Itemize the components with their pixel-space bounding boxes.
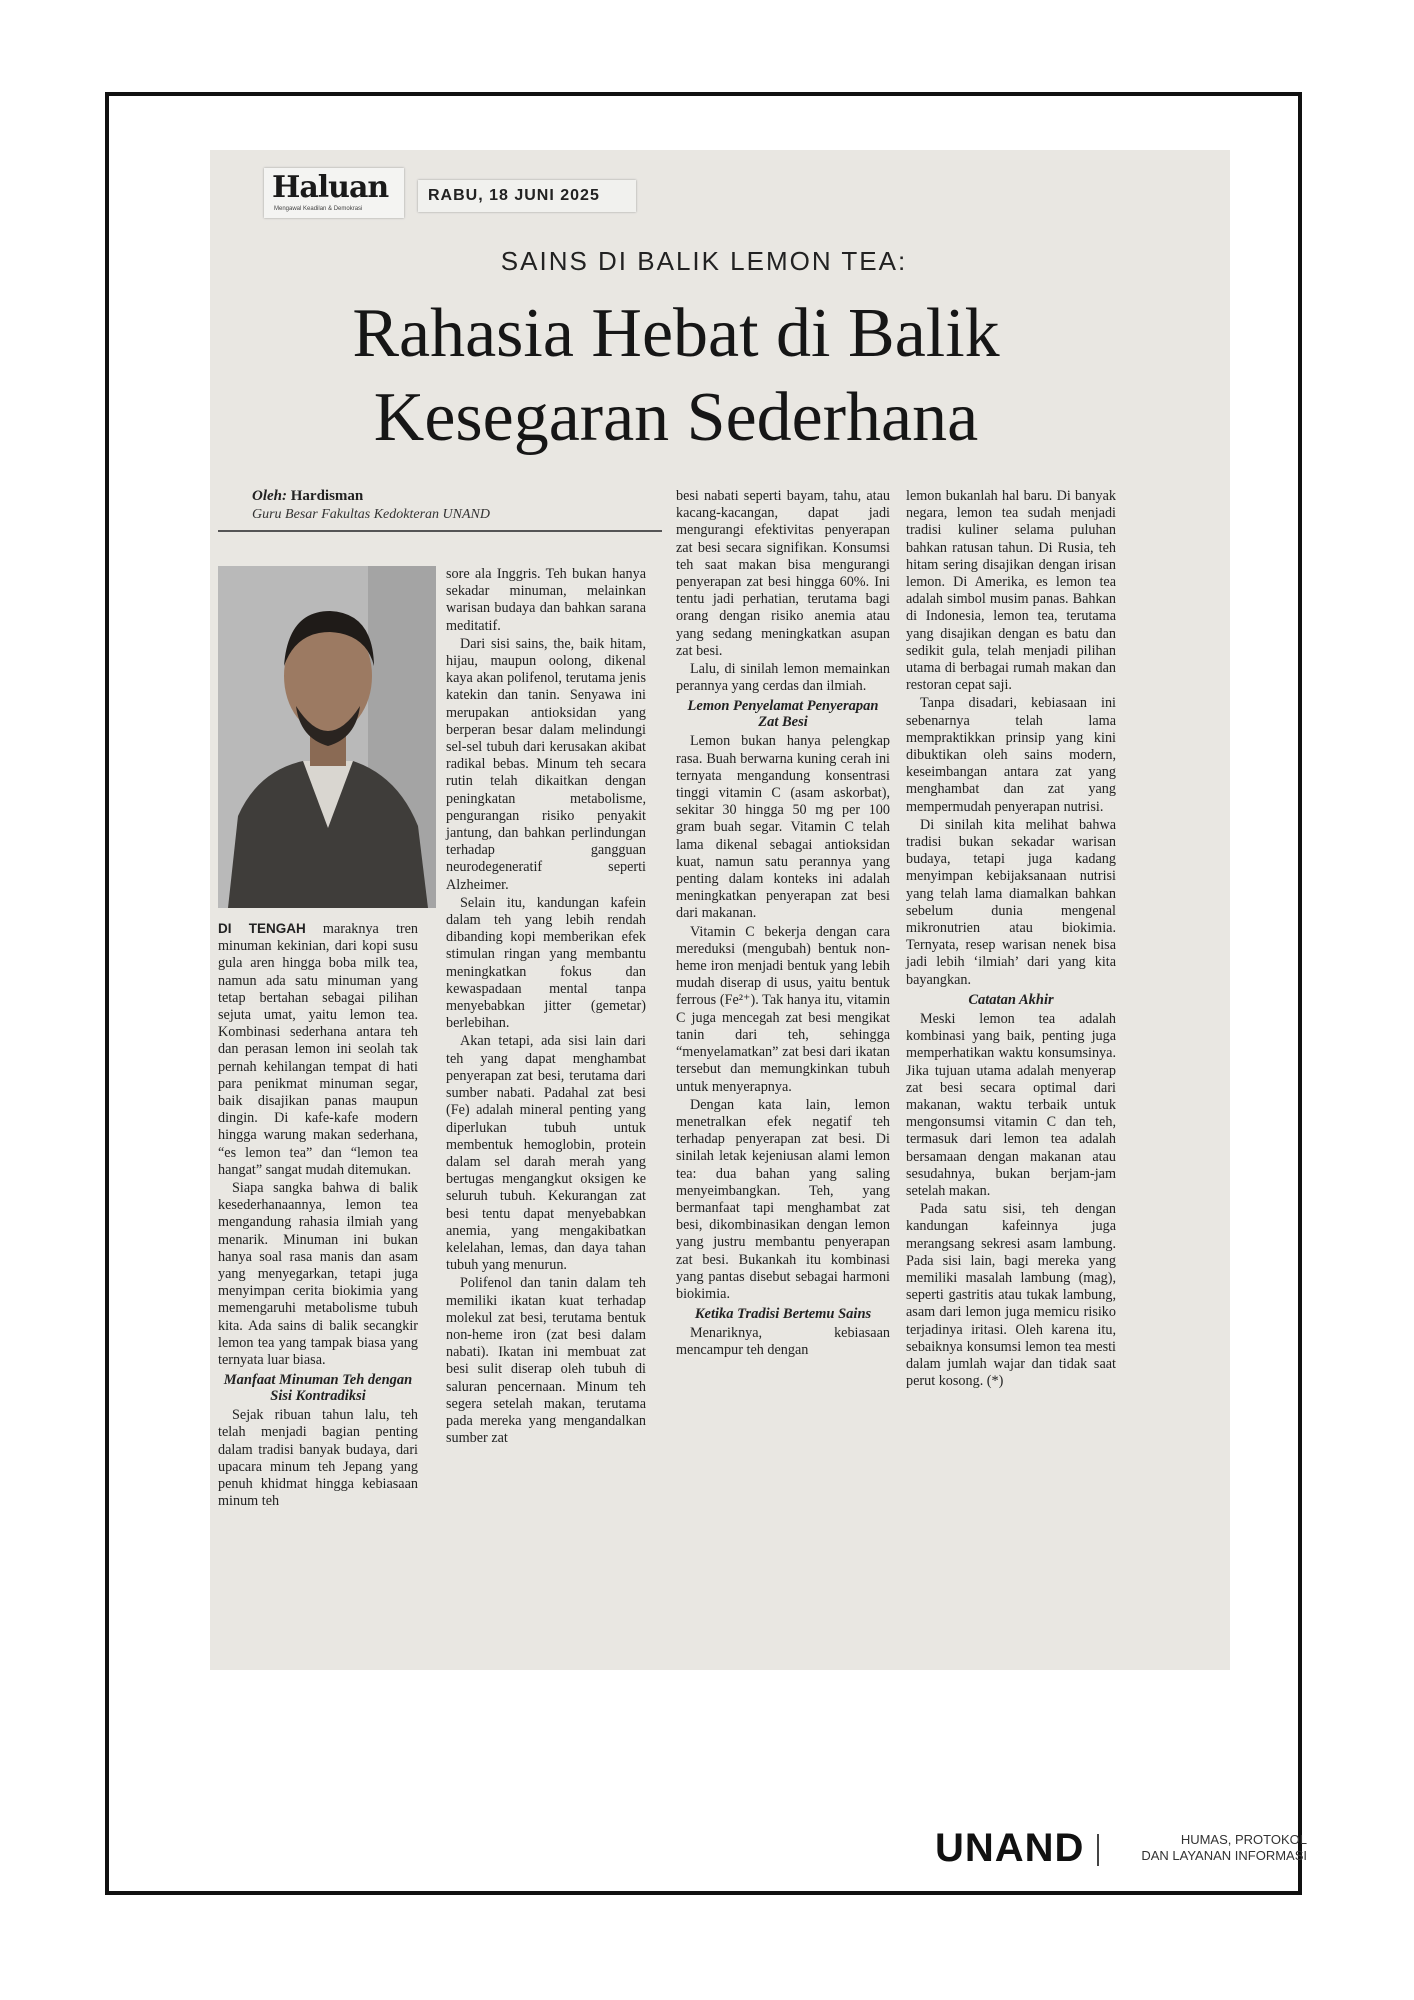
paragraph: Menariknya, kebiasaan mencampur teh dengan xyxy=(676,1325,890,1359)
article-column-4 xyxy=(906,488,1116,1391)
author-photo xyxy=(218,566,436,908)
byline-label: Oleh: xyxy=(252,488,287,504)
paragraph: Vitamin C bekerja dengan cara mereduksi (mengubah) bentuk non-heme iron menjadi bentuk yang lebih mudah diserap di usus, yaitu bentuk ferrous (Fe²⁺). Tak hanya itu, vitamin C juga mencegah zat besi mengikat tanin dari teh, sehingga “menyelamatkan” zat besi dari ikatan tersebut dan memungkinkan tubuh untuk menyerapnya. xyxy=(676,923,890,1095)
author-affiliation: Guru Besar Fakultas Kedokteran UNAND xyxy=(252,507,490,522)
paragraph: Dari sisi sains, the, baik hitam, hijau, maupun oolong, dikenal kaya akan polifenol, terutama jenis katekin dan tanin. Senyawa ini merupakan antioksidan yang berperan besar dalam melindungi sel-sel tubuh dari kerusakan akibat radikal bebas. Minum teh secara rutin telah dikaitkan dengan peningkatan metabolisme, pengurangan risiko penyakit jantung, dan bahkan perlindungan terhadap gangguan neurodegeneratif seperti Alzheimer. xyxy=(446,635,646,893)
subheading: Manfaat Minuman Teh dengan Sisi Kontradiksi xyxy=(223,1372,413,1405)
paragraph: Meski lemon tea adalah kombinasi yang baik, penting juga memperhatikan waktu konsumsinya. Jika tujuan utama adalah menyerap zat besi secara optimal dari makanan, waktu terbaik untuk mengonsumsi vitamin C dan teh, termasuk dari lemon tea adalah bersamaan dengan makanan atau sesudahnya, bukan berjam-jam setelah makan. xyxy=(906,1010,1116,1199)
logo-tagline: Mengawal Keadilan & Demokrasi xyxy=(274,206,363,212)
article-column-2 xyxy=(446,566,646,1448)
publication-date: RABU, 18 JUNI 2025 xyxy=(418,180,636,212)
author-name: Hardisman xyxy=(290,488,364,504)
lead-in: DI TENGAH xyxy=(218,921,306,936)
masthead xyxy=(264,168,636,218)
subheading: Ketika Tradisi Bertemu Sains xyxy=(694,1306,872,1323)
headline-line-1: Rahasia Hebat di Balik xyxy=(352,295,1000,372)
brand-unit-line-2: DAN LAYANAN INFORMASI xyxy=(1141,1848,1307,1863)
byline xyxy=(252,488,363,505)
brand-unit-line-1: HUMAS, PROTOKOL xyxy=(1180,1832,1307,1847)
author-portrait-icon xyxy=(218,566,436,908)
paragraph: Siapa sangka bahwa di balik kesederhanaannya, lemon tea mengandung rahasia ilmiah yang menarik. Minuman ini bukan hanya soal rasa manis dan asam yang menyegarkan, tetapi juga menyimpan cerita biokimia yang memengaruhi metabolisme tubuh kita. Ada sains di balik secangkir lemon tea yang tampak biasa yang ternyata luar biasa. xyxy=(218,1180,418,1369)
paragraph: Sejak ribuan tahun lalu, teh telah menjadi bagian penting dalam tradisi banyak budaya, dari upacara minum teh Jepang yang penuh khidmat hingga kebiasaan minum teh xyxy=(218,1407,418,1510)
newspaper-logo xyxy=(264,168,404,218)
paragraph: lemon bukanlah hal baru. Di banyak negara, lemon tea sudah menjadi tradisi kuliner selama puluhan bahkan ratusan tahun. Di Rusia, teh hitam sering disajikan dengan irisan lemon. Di Amerika, es lemon tea adalah simbol musim panas. Bahkan di Indonesia, lemon tea, terutama yang disajikan dengan es batu dan sedikit gula, telah menjadi pilihan utama di berbagai rumah makan dan restoran cepat saji. xyxy=(906,488,1116,694)
article-headline xyxy=(246,292,1106,460)
paragraph: besi nabati seperti bayam, tahu, atau kacang-kacangan, dapat jadi mengurangi efektivitas penyerapan zat besi secara signifikan. Konsumsi teh saat makan bisa mengurangi penyerapan zat besi hingga 60%. Ini tentu jadi perhatian, terutama bagi orang dengan risiko anemia atau yang sedang meningkatkan asupan zat besi. xyxy=(676,488,890,659)
paragraph: Tanpa disadari, kebiasaan ini sebenarnya telah lama mempraktikkan prinsip yang kini dibuktikan oleh sains modern, keseimbangan antara zat yang menghambat dan zat yang mempermudah penyerapan nutrisi. xyxy=(906,695,1116,815)
article-column-3 xyxy=(676,488,890,1361)
paragraph: Akan tetapi, ada sisi lain dari teh yang dapat menghambat penyerapan zat besi, terutama dari sumber nabati. Padahal zat besi (Fe) adalah mineral penting yang diperlukan tubuh untuk membentuk hemoglobin, protein dalam sel darah merah yang bertugas mengangkut oksigen ke seluruh tubuh. Kekurangan zat besi tentu dapat menyebabkan anemia, yang mengakibatkan kelelahan, lemas, dan daya tahan tubuh yang menurun. xyxy=(446,1033,646,1274)
brand-divider xyxy=(1097,1834,1099,1866)
paragraph: Polifenol dan tanin dalam teh memiliki ikatan kuat terhadap molekul zat besi, terutama bentuk non-heme iron (zat besi dalam nabati). Ikatan ini membuat zat besi sulit diserap oleh tubuh di saluran pencernaan. Minum teh segera setelah makan, terutama pada mereka yang mengandalkan sumber zat xyxy=(446,1275,646,1447)
paragraph: Pada satu sisi, teh dengan kandungan kafeinnya juga merangsang sekresi asam lambung. Pada sisi lain, bagi mereka yang memiliki masalah lambung (mag), seperti gastritis atau tukak lambung, asam dari lemon juga memicu risiko terjadinya iritasi. Oleh karena itu, sebaiknya konsumsi lemon tea mesti dalam jumlah wajar dan tidak saat perut kosong. (*) xyxy=(906,1201,1116,1390)
subheading: Catatan Akhir xyxy=(968,991,1054,1008)
article-kicker: SAINS DI BALIK LEMON TEA: xyxy=(500,246,908,276)
brand-logo-text: UNAND xyxy=(935,1826,1085,1870)
paragraph: Di sinilah kita melihat bahwa tradisi bukan sekadar warisan budaya, tetapi juga kadang menyimpan kebijaksanaan nutrisi yang telah lama diamalkan bahkan sebelum dunia mengenal mikronutrien atau biokimia. Ternyata, resep warisan nenek bisa jadi lebih ‘ilmiah’ dari yang kita bayangkan. xyxy=(906,816,1116,988)
byline-rule xyxy=(218,530,662,532)
lead-paragraph-text: maraknya tren minuman kekinian, dari kopi susu gula aren hingga boba milk tea, namun ada satu minuman yang tetap bertahan sebagai pilihan sejuta umat, yaitu lemon tea. Kombinasi sederhana antara teh dan perasan lemon ini seolah tak pernah kehilangan tempat di hati para penikmat minuman segar, baik disajikan panas maupun dingin. Di kafe-kafe modern hingga warung makan sederhana, “es lemon tea” dan “lemon tea hangat” sangat mudah ditemukan. xyxy=(218,921,419,1178)
paragraph: Lemon bukan hanya pelengkap rasa. Buah berwarna kuning cerah ini ternyata mengandung konsentrasi tinggi vitamin C (asam askorbat), sekitar 30 hingga 50 mg per 100 gram buah segar. Vitamin C telah lama dikenal sebagai antioksidan kuat, namun satu perannya yang penting dalam konteks ini adalah meningkatkan penyerapan zat besi dari makanan. xyxy=(676,733,890,922)
logo-text: Haluan xyxy=(272,170,389,205)
paragraph: Dengan kata lain, lemon menetralkan efek negatif teh terhadap penyerapan zat besi. Di sinilah letak kejeniusan alami lemon tea: dua bahan yang saling menyeimbangkan. Teh, yang bermanfaat tapi menghambat zat besi, dikombinasikan dengan lemon yang justru membantu penyerapan zat besi. Bukankah itu kombinasi yang pantas disebut sebagai harmoni biokimia. xyxy=(676,1096,890,1302)
headline-line-2: Kesegaran Sederhana xyxy=(373,379,979,456)
subheading: Lemon Penyelamat Penyerapan Zat Besi xyxy=(687,698,879,731)
paragraph xyxy=(218,920,418,1179)
paragraph: sore ala Inggris. Teh bukan hanya sekadar minuman, melainkan warisan budaya dan bahkan sarana meditatif. xyxy=(446,566,646,634)
paragraph: Selain itu, kandungan kafein dalam teh yang lebih rendah dibanding kopi memberikan efek stimulan ringan yang membantu meningkatkan fokus dan kewaspadaan mental tanpa menyebabkan jitter (gemetar) berlebihan. xyxy=(446,894,646,1032)
article-column-1 xyxy=(218,920,418,1512)
paragraph: Lalu, di sinilah lemon memainkan perannya yang cerdas dan ilmiah. xyxy=(676,661,890,695)
